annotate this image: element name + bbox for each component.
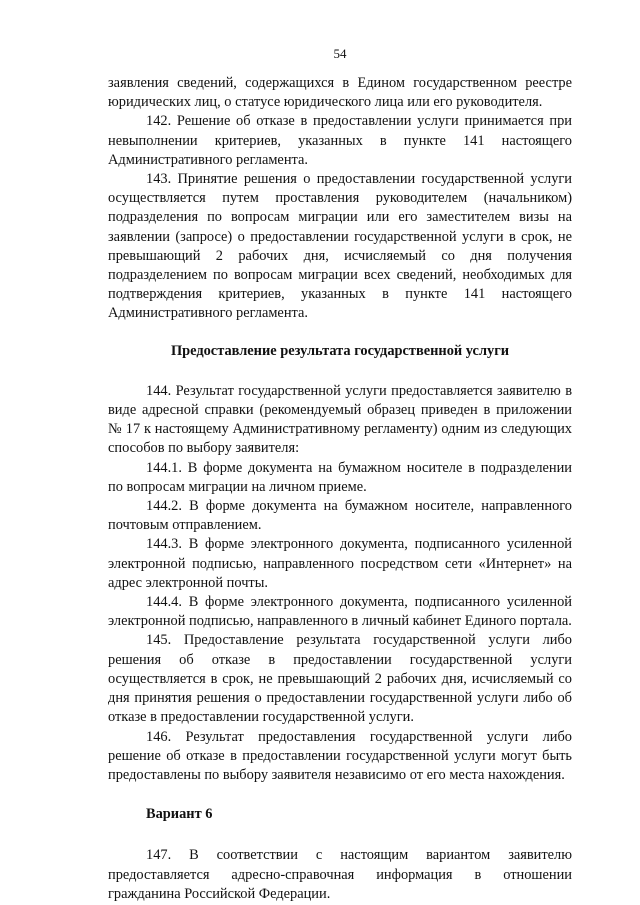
- page-number: 54: [333, 46, 347, 61]
- variant-heading: Вариант 6: [146, 806, 213, 823]
- paragraph-144-4: 144.4. В форме электронного документа, подписанного усиленной электронной подписью, направленного в личный кабинет Единого портала.: [108, 594, 572, 630]
- paragraph-144-1: 144.1. В форме документа на бумажном носителе в подразделении по вопросам миграции на личном приеме.: [108, 459, 572, 495]
- section-heading: Предоставление результата государственной услуги: [170, 342, 510, 359]
- paragraph-146: 146. Результат предоставления государственной услуги либо решение об отказе в предоставлении государственной услуги могут быть предоставлены по выбору заявителя независимо от его места нахождения.: [108, 728, 572, 783]
- paragraph-147: 147. В соответствии с настоящим вариантом заявителю предоставляется адресно-справочная информация в отношении гражданина Российской Федерации.: [108, 847, 572, 902]
- paragraph-143: 143. Принятие решения о предоставлении государственной услуги осуществляется путем проставления руководителем (начальником) подразделения по вопросам миграции или его заместителем визы на заявлении (запросе) о предоставлении государственной услуги в срок, не превышающий 2 рабочих дня, исчисляемый со дня получения подразделением по вопросам миграции всех сведений, необходимых для подтверждения критериев, указанных в пункте 141 настоящего Административного регламента.: [108, 171, 572, 322]
- paragraph-144-3: 144.3. В форме электронного документа, подписанного усиленной электронной подписью, направленного посредством сети «Интернет» на адрес электронной почты.: [108, 536, 572, 591]
- paragraph-144-2: 144.2. В форме документа на бумажном носителе, направленного почтовым отправлением.: [108, 498, 572, 534]
- paragraph-142: 142. Решение об отказе в предоставлении услуги принимается при невыполнении критериев, указанных в пункте 141 настоящего Административного регламента.: [108, 113, 572, 168]
- paragraph-145: 145. Предоставление результата государственной услуги либо решения об отказе в предоставлении государственной услуги осуществляется в срок, не превышающий 2 рабочих дня, исчисляемый со дня принятия решения о предоставлении государственной услуги либо об отказе в предоставлении государственной услуги.: [108, 632, 572, 726]
- paragraph-continuation: заявления сведений, содержащихся в Едином государственном реестре юридических лиц, о статусе юридического лица или его руководителя.: [108, 75, 572, 111]
- paragraph-144: 144. Результат государственной услуги предоставляется заявителю в виде адресной справки (рекомендуемый образец приведен в приложении № 17 к настоящему Административному регламенту) одним из следующих способов по выбору заявителя:: [108, 382, 572, 457]
